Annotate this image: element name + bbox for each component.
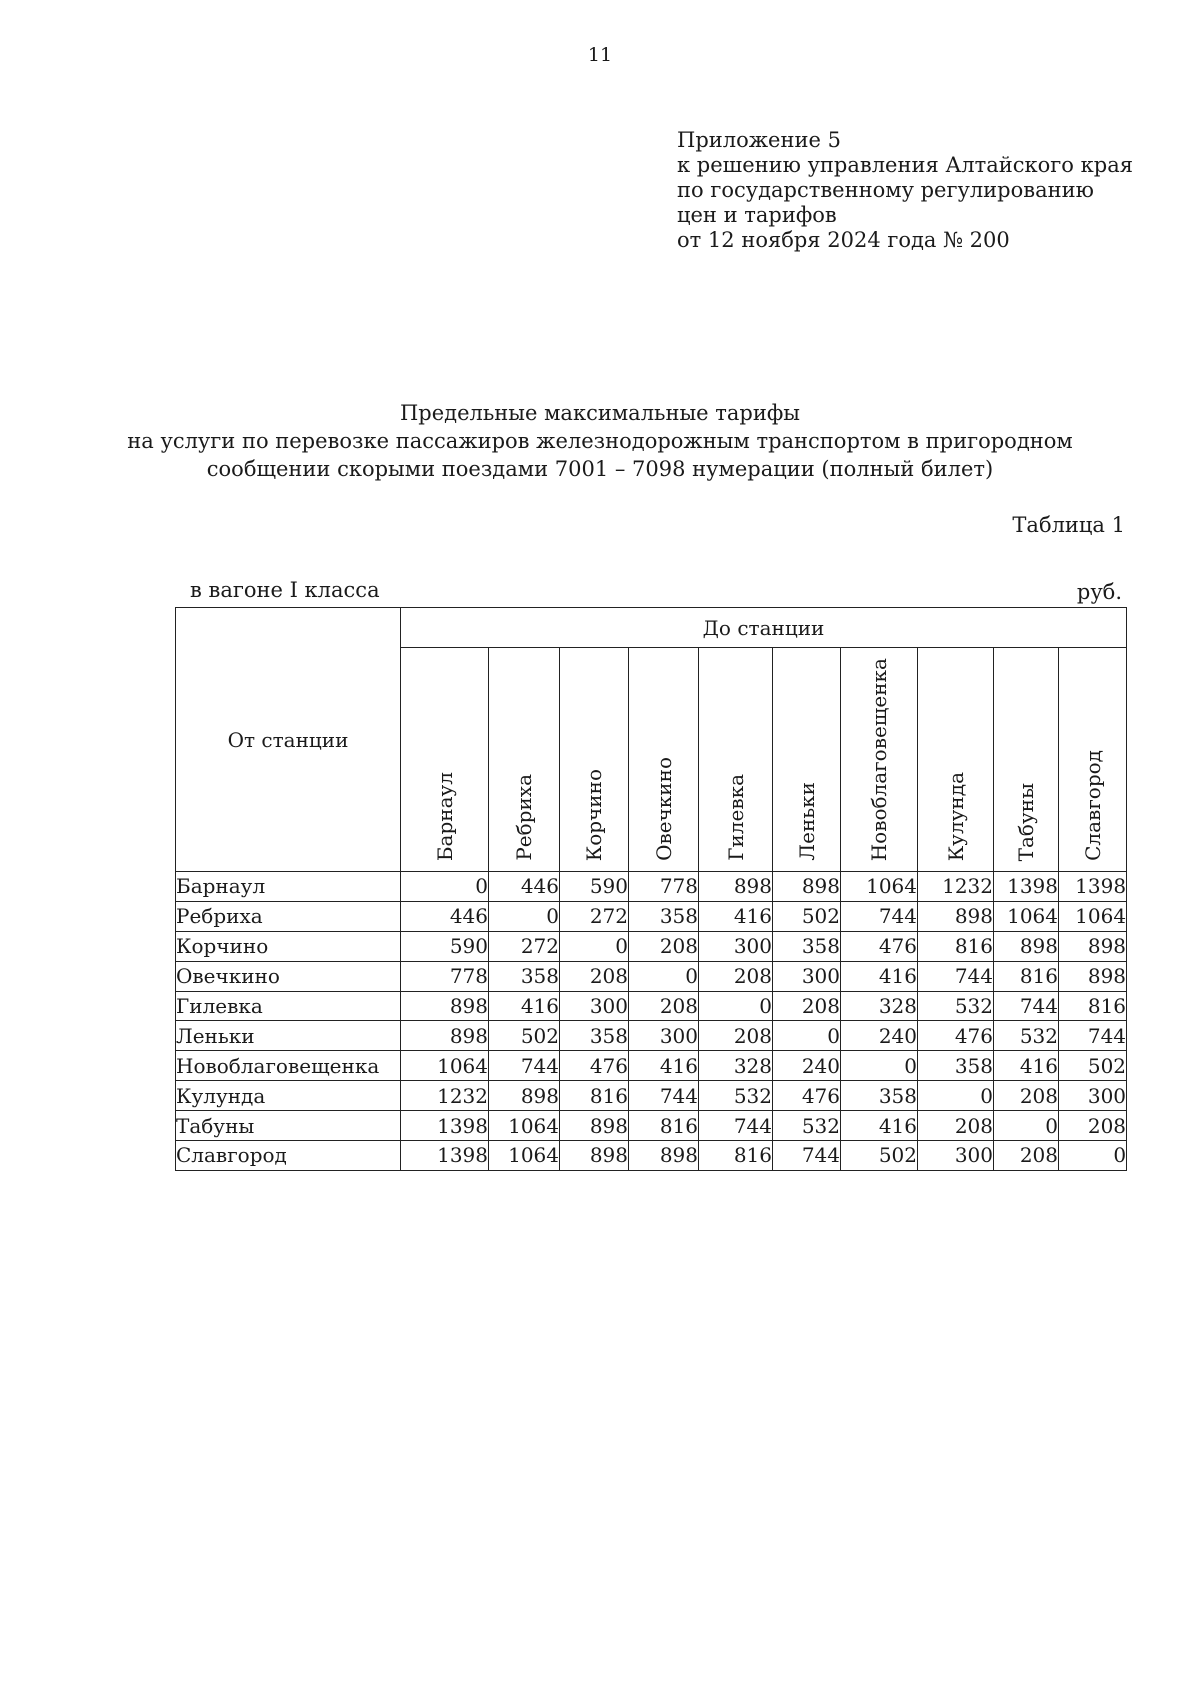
appendix-line: по государственному регулированию [677, 178, 1094, 202]
destination-column-header [560, 648, 629, 872]
table-row [176, 991, 1127, 1021]
origin-station-name: Корчино [176, 931, 401, 961]
tariff-cell: 328 [841, 991, 918, 1021]
tariff-cell: 240 [773, 1051, 841, 1081]
table-row [176, 1021, 1127, 1051]
tariff-cell: 0 [1059, 1141, 1127, 1171]
tariff-cell: 1398 [1059, 872, 1127, 902]
tariff-cell: 476 [560, 1051, 629, 1081]
car-class-caption: в вагоне I класса [190, 578, 380, 602]
tariff-cell: 816 [994, 961, 1059, 991]
tariff-cell: 0 [841, 1051, 918, 1081]
destination-column-header [1059, 648, 1127, 872]
table-row [176, 1051, 1127, 1081]
tariff-cell: 328 [699, 1051, 773, 1081]
tariff-cell: 358 [841, 1081, 918, 1111]
to-station-header: До станции [401, 608, 1127, 648]
tariff-cell: 208 [773, 991, 841, 1021]
tariff-cell: 898 [994, 931, 1059, 961]
tariff-cell: 208 [629, 991, 699, 1021]
destination-name: Леньки [794, 782, 819, 861]
tariff-cell: 358 [560, 1021, 629, 1051]
destination-column-header [994, 648, 1059, 872]
tariff-table [175, 607, 1127, 1171]
tariff-cell: 1064 [841, 872, 918, 902]
tariff-cell: 744 [1059, 1021, 1127, 1051]
tariff-cell: 1064 [401, 1051, 489, 1081]
tariff-cell: 816 [918, 931, 994, 961]
tariff-cell: 898 [401, 1021, 489, 1051]
tariff-cell: 416 [489, 991, 560, 1021]
tariff-cell: 208 [994, 1081, 1059, 1111]
tariff-cell: 532 [773, 1111, 841, 1141]
tariff-cell: 744 [918, 961, 994, 991]
tariff-cell: 300 [699, 931, 773, 961]
tariff-cell: 502 [1059, 1051, 1127, 1081]
table-body [176, 872, 1127, 1171]
tariff-cell: 1064 [489, 1141, 560, 1171]
tariff-cell: 208 [629, 931, 699, 961]
tariff-cell: 502 [773, 901, 841, 931]
destination-name: Гилевка [723, 774, 748, 861]
tariff-cell: 1232 [918, 872, 994, 902]
tariff-cell: 416 [841, 961, 918, 991]
tariff-cell: 898 [629, 1141, 699, 1171]
origin-station-name: Гилевка [176, 991, 401, 1021]
tariff-cell: 898 [1059, 931, 1127, 961]
tariff-cell: 208 [994, 1141, 1059, 1171]
table-row [176, 901, 1127, 931]
destination-column-header [401, 648, 489, 872]
tariff-cell: 300 [773, 961, 841, 991]
title-line: на услуги по перевозке пассажиров железнодорожным транспортом в пригородном [127, 429, 1073, 453]
title-line: Предельные максимальные тарифы [399, 401, 801, 425]
tariff-cell: 358 [489, 961, 560, 991]
table-row [176, 1081, 1127, 1111]
destination-name: Ребриха [512, 774, 536, 861]
origin-station-name: Овечкино [176, 961, 401, 991]
tariff-cell: 208 [918, 1111, 994, 1141]
tariff-cell: 898 [560, 1141, 629, 1171]
tariff-cell: 898 [401, 991, 489, 1021]
tariff-cell: 502 [841, 1141, 918, 1171]
tariff-cell: 1398 [994, 872, 1059, 902]
tariff-cell: 1398 [401, 1111, 489, 1141]
appendix-line: к решению управления Алтайского края [677, 153, 1133, 177]
table-row [176, 872, 1127, 902]
appendix-line: цен и тарифов [677, 203, 837, 227]
destination-name: Барнаул [432, 771, 457, 861]
tariff-cell: 816 [629, 1111, 699, 1141]
tariff-cell: 898 [773, 872, 841, 902]
origin-station-name: Кулунда [176, 1081, 401, 1111]
tariff-cell: 898 [1059, 961, 1127, 991]
tariff-cell: 744 [489, 1051, 560, 1081]
origin-station-name: Барнаул [176, 872, 401, 902]
tariff-cell: 0 [773, 1021, 841, 1051]
tariff-cell: 208 [1059, 1111, 1127, 1141]
tariff-cell: 208 [560, 961, 629, 991]
tariff-cell: 778 [401, 961, 489, 991]
destination-name: Кулунда [943, 771, 968, 861]
destination-name: Славгород [1080, 750, 1105, 861]
appendix-line: от 12 ноября 2024 года № 200 [677, 228, 1010, 252]
tariff-cell: 1064 [994, 901, 1059, 931]
table-label: Таблица 1 [1012, 513, 1125, 537]
destination-column-header [841, 648, 918, 872]
origin-station-name: Новоблаговещенка [176, 1051, 401, 1081]
tariff-cell: 416 [994, 1051, 1059, 1081]
table-row [176, 1141, 1127, 1171]
origin-station-name: Леньки [176, 1021, 401, 1051]
tariff-cell: 532 [918, 991, 994, 1021]
tariff-cell: 208 [699, 961, 773, 991]
tariff-cell: 744 [773, 1141, 841, 1171]
tariff-cell: 778 [629, 872, 699, 902]
tariff-cell: 0 [629, 961, 699, 991]
appendix-block [677, 128, 1133, 253]
currency-unit: руб. [1076, 580, 1122, 604]
tariff-cell: 300 [1059, 1081, 1127, 1111]
tariff-cell: 1064 [1059, 901, 1127, 931]
destination-column-header [629, 648, 699, 872]
destination-name: Новоблаговещенка [867, 657, 891, 861]
document-title [0, 399, 1200, 483]
tariff-cell: 358 [918, 1051, 994, 1081]
tariff-cell: 0 [401, 872, 489, 902]
tariff-cell: 446 [489, 872, 560, 902]
tariff-cell: 590 [401, 931, 489, 961]
tariff-cell: 416 [629, 1051, 699, 1081]
tariff-cell: 0 [560, 931, 629, 961]
destination-column-header [699, 648, 773, 872]
origin-station-name: Славгород [176, 1141, 401, 1171]
tariff-cell: 416 [699, 901, 773, 931]
table-row [176, 931, 1127, 961]
destination-column-header [918, 648, 994, 872]
tariff-cell: 446 [401, 901, 489, 931]
tariff-cell: 502 [489, 1021, 560, 1051]
destination-name: Табуны [1014, 782, 1038, 861]
tariff-cell: 816 [1059, 991, 1127, 1021]
tariff-cell: 476 [918, 1021, 994, 1051]
page-number: 11 [587, 44, 613, 66]
table-row [176, 961, 1127, 991]
tariff-cell: 300 [629, 1021, 699, 1051]
appendix-line: Приложение 5 [677, 128, 841, 152]
table-row [176, 1111, 1127, 1141]
tariff-cell: 1398 [401, 1141, 489, 1171]
tariff-cell: 0 [489, 901, 560, 931]
tariff-cell: 816 [699, 1141, 773, 1171]
tariff-cell: 898 [560, 1111, 629, 1141]
table-header [176, 608, 1127, 872]
destination-name: Овечкино [651, 757, 676, 861]
tariff-cell: 300 [918, 1141, 994, 1171]
tariff-cell: 476 [841, 931, 918, 961]
tariff-cell: 358 [629, 901, 699, 931]
tariff-cell: 208 [699, 1021, 773, 1051]
tariff-cell: 272 [489, 931, 560, 961]
tariff-cell: 0 [699, 991, 773, 1021]
tariff-cell: 0 [918, 1081, 994, 1111]
destination-name: Корчино [582, 768, 606, 861]
tariff-cell: 898 [699, 872, 773, 902]
destination-column-header [773, 648, 841, 872]
tariff-cell: 1232 [401, 1081, 489, 1111]
destination-column-header [489, 648, 560, 872]
tariff-cell: 240 [841, 1021, 918, 1051]
tariff-cell: 744 [629, 1081, 699, 1111]
tariff-cell: 0 [994, 1111, 1059, 1141]
tariff-cell: 744 [841, 901, 918, 931]
origin-station-name: Табуны [176, 1111, 401, 1141]
tariff-cell: 898 [918, 901, 994, 931]
tariff-cell: 590 [560, 872, 629, 902]
tariff-cell: 272 [560, 901, 629, 931]
tariff-cell: 416 [841, 1111, 918, 1141]
tariff-cell: 816 [560, 1081, 629, 1111]
tariff-cell: 476 [773, 1081, 841, 1111]
tariff-cell: 358 [773, 931, 841, 961]
tariff-cell: 1064 [489, 1111, 560, 1141]
tariff-cell: 300 [560, 991, 629, 1021]
tariff-cell: 744 [994, 991, 1059, 1021]
tariff-cell: 532 [994, 1021, 1059, 1051]
tariff-cell: 532 [699, 1081, 773, 1111]
tariff-cell: 898 [489, 1081, 560, 1111]
title-line: сообщении скорыми поездами 7001 – 7098 нумерации (полный билет) [206, 457, 994, 481]
tariff-cell: 744 [699, 1111, 773, 1141]
origin-station-name: Ребриха [176, 901, 401, 931]
from-station-header: От станции [176, 608, 401, 872]
